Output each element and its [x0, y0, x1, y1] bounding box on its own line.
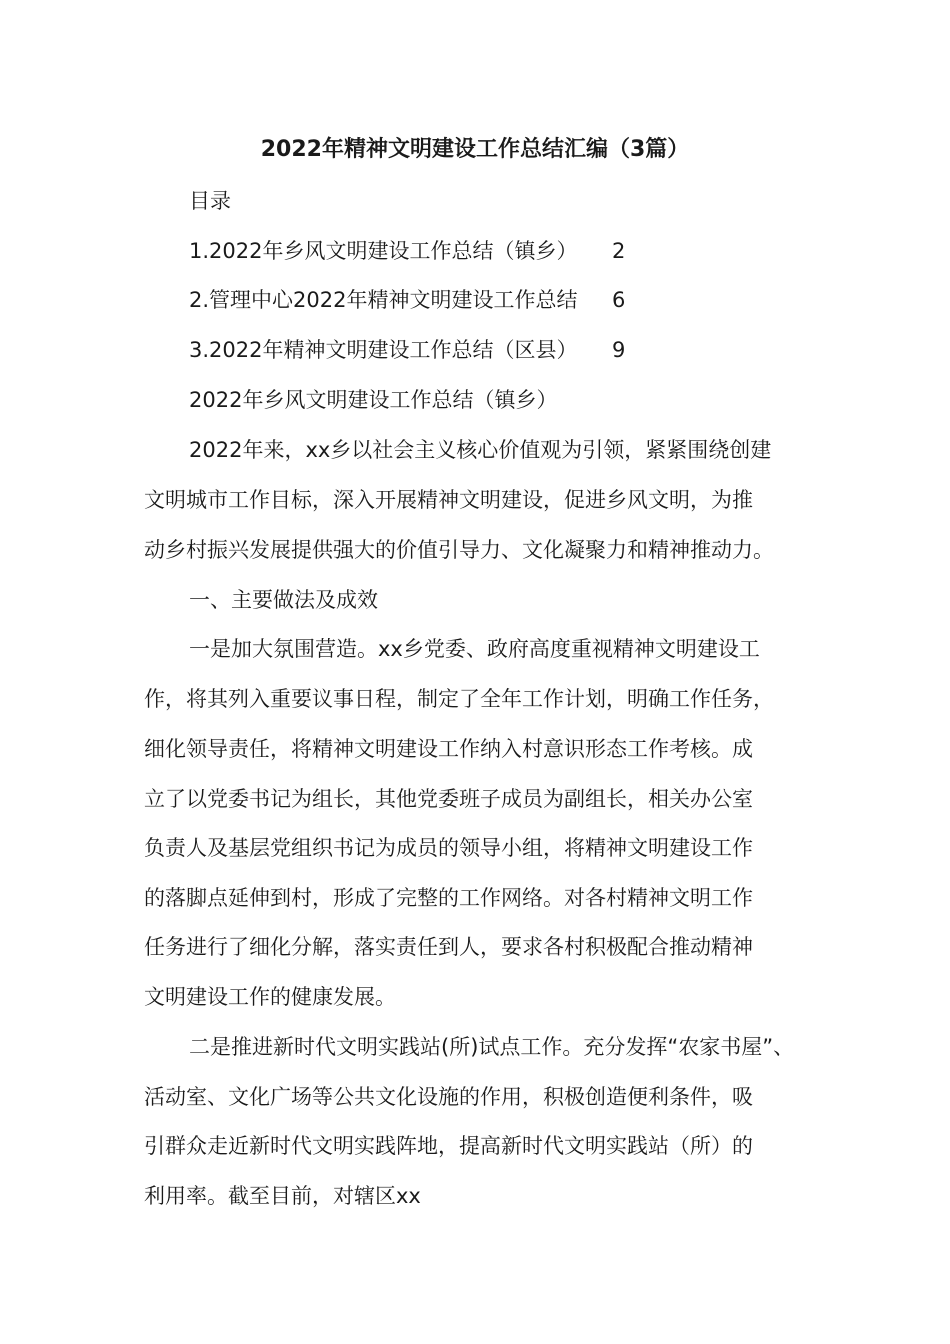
body-line: 一是加大氛围营造。xx乡党委、政府高度重视精神文明建设工	[189, 637, 760, 661]
toc-entry-2[interactable]: 2.管理中心2022年精神文明建设工作总结	[189, 288, 578, 312]
body-line: 细化领导责任，将精神文明建设工作纳入村意识形态工作考核。成	[144, 737, 753, 761]
body-line: 动乡村振兴发展提供强大的价值引导力、文化凝聚力和精神推动力。	[144, 538, 774, 562]
section-heading: 一、主要做法及成效	[189, 588, 378, 612]
toc-page-1: 2	[612, 239, 626, 263]
body-line: 利用率。截至目前，对辖区xx	[144, 1184, 421, 1208]
article-title: 2022年乡风文明建设工作总结（镇乡）	[189, 388, 558, 412]
body-line: 任务进行了细化分解，落实责任到人，要求各村积极配合推动精神	[144, 935, 753, 959]
document-title: 2022年精神文明建设工作总结汇编（3篇）	[260, 137, 690, 162]
body-line: 作，将其列入重要议事日程，制定了全年工作计划，明确工作任务，	[144, 687, 774, 711]
body-line: 引群众走近新时代文明实践阵地，提高新时代文明实践站（所）的	[144, 1134, 753, 1158]
toc-heading: 目录	[189, 189, 231, 213]
body-line: 活动室、文化广场等公共文化设施的作用，积极创造便利条件，吸	[144, 1085, 753, 1109]
body-line: 文明建设工作的健康发展。	[144, 985, 396, 1009]
body-line: 立了以党委书记为组长，其他党委班子成员为副组长，相关办公室	[144, 787, 753, 811]
body-line: 2022年来，xx乡以社会主义核心价值观为引领，紧紧围绕创建	[189, 438, 772, 462]
body-line: 文明城市工作目标，深入开展精神文明建设，促进乡风文明，为推	[144, 488, 753, 512]
body-line: 二是推进新时代文明实践站(所)试点工作。充分发挥“农家书屋”、	[189, 1035, 795, 1059]
toc-page-2: 6	[612, 288, 626, 312]
body-line: 负责人及基层党组织书记为成员的领导小组，将精神文明建设工作	[144, 836, 753, 860]
toc-entry-1[interactable]: 1.2022年乡风文明建设工作总结（镇乡）	[189, 239, 578, 263]
toc-page-3: 9	[612, 338, 626, 362]
toc-entry-3[interactable]: 3.2022年精神文明建设工作总结（区县）	[189, 338, 578, 362]
body-line: 的落脚点延伸到村，形成了完整的工作网络。对各村精神文明工作	[144, 886, 753, 910]
